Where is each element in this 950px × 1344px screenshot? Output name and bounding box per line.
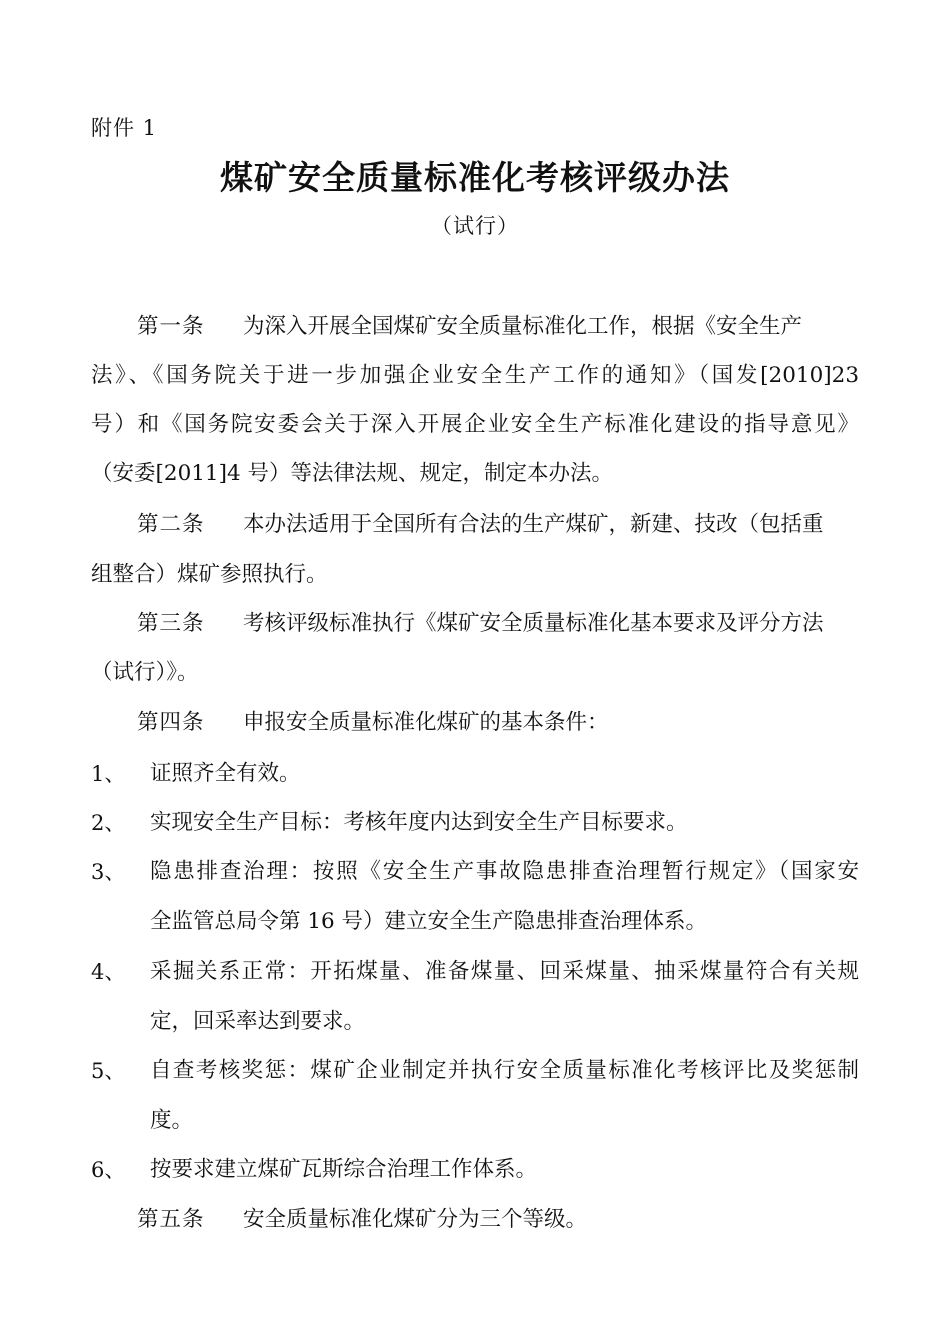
condition-2-text: 实现安全生产目标：考核年度内达到安全生产目标要求。 [150, 810, 688, 835]
article-2-text: 本办法适用于全国所有合法的生产煤矿，新建、技改（包括重 [243, 512, 824, 537]
article-1-line-2: 法》、《国务院关于进一步加强企业安全生产工作的通知》（国发[2010]23 [91, 363, 859, 388]
article-3-text: 考核评级标准执行《煤矿安全质量标准化基本要求及评分方法 [243, 611, 824, 636]
condition-5-continuation: 度。 [150, 1108, 194, 1133]
article-4-first-line [137, 709, 609, 737]
condition-6-number: 6、 [91, 1158, 126, 1182]
condition-5-number: 5、 [91, 1059, 126, 1083]
condition-6-text: 按要求建立煤矿瓦斯综合治理工作体系。 [150, 1157, 538, 1182]
article-2-first-line [137, 511, 824, 539]
condition-3-text: 隐患排查治理：按照《安全生产事故隐患排查治理暂行规定》（国家安 [150, 859, 859, 884]
condition-5-text: 自查考核奖惩：煤矿企业制定并执行安全质量标准化考核评比及奖惩制 [150, 1058, 859, 1083]
document-title: 煤矿安全质量标准化考核评级办法 [220, 158, 730, 197]
condition-1-number: 1、 [91, 762, 126, 786]
article-2-label: 第二条 [137, 512, 205, 537]
condition-4-continuation: 定，回采率达到要求。 [150, 1009, 366, 1034]
article-4-text: 申报安全质量标准化煤矿的基本条件： [243, 710, 609, 735]
document-subtitle: （试行） [431, 214, 519, 238]
article-4-label: 第四条 [137, 710, 205, 735]
condition-3-continuation: 全监管总局令第 16 号）建立安全生产隐患排查治理体系。 [150, 909, 708, 934]
condition-1-text: 证照齐全有效。 [150, 761, 301, 786]
article-3-first-line [137, 610, 824, 638]
condition-4-text: 采掘关系正常：开拓煤量、准备煤量、回采煤量、抽采煤量符合有关规 [150, 959, 859, 984]
article-3-label: 第三条 [137, 611, 205, 636]
article-2-line-2: 组整合）煤矿参照执行。 [91, 562, 328, 587]
article-5-text: 安全质量标准化煤矿分为三个等级。 [243, 1207, 588, 1232]
article-1-text: 为深入开展全国煤矿安全质量标准化工作，根据《安全生产 [243, 314, 803, 339]
article-1-line-3: 号）和《国务院安委会关于深入开展企业安全生产标准化建设的指导意见》 [91, 412, 859, 437]
article-1-line-4: （安委[2011]4 号）等法律法规、规定，制定本办法。 [91, 461, 614, 486]
condition-3-number: 3、 [91, 860, 126, 884]
article-1-label: 第一条 [137, 314, 205, 339]
condition-4-number: 4、 [91, 960, 126, 984]
article-3-line-2: （试行）》。 [91, 660, 199, 685]
article-5-first-line [137, 1206, 587, 1234]
article-1-first-line [137, 313, 802, 341]
article-5-label: 第五条 [137, 1207, 205, 1232]
condition-2-number: 2、 [91, 811, 126, 835]
attachment-label: 附件 1 [91, 116, 158, 140]
